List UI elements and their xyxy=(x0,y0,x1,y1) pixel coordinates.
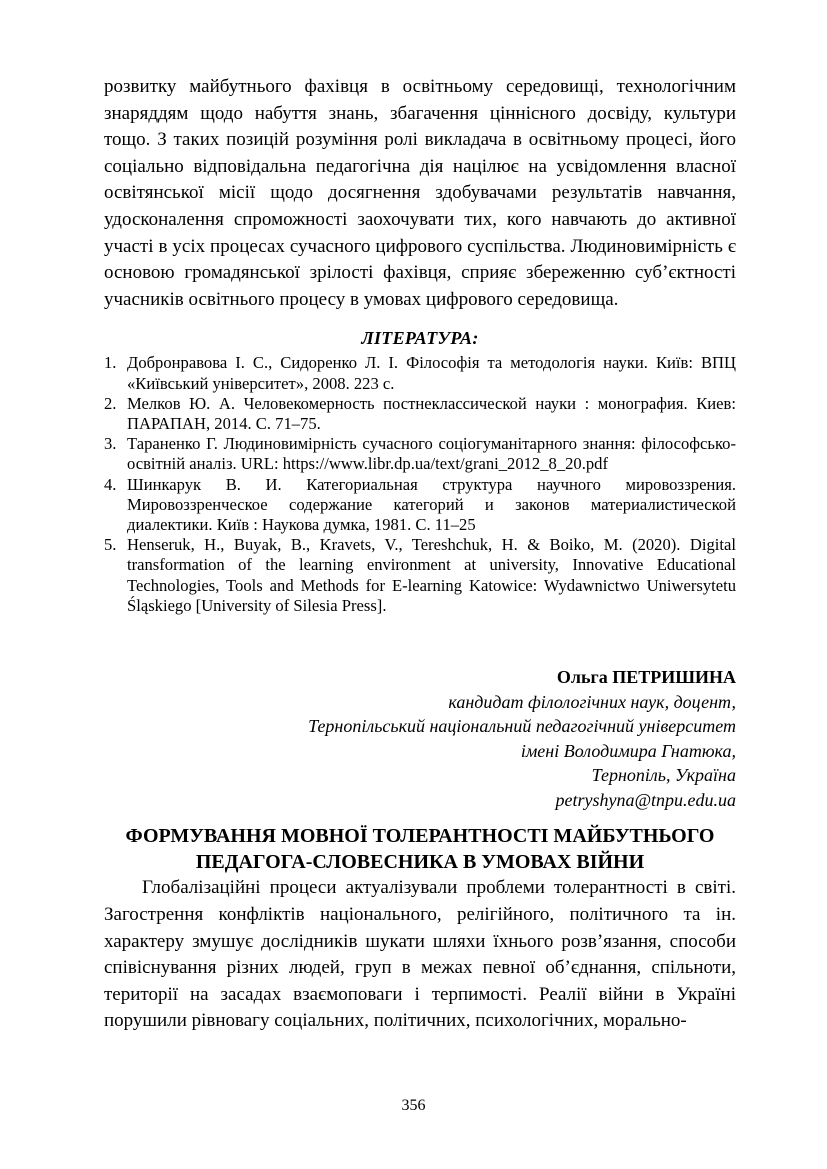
reference-item xyxy=(104,475,736,536)
article-title xyxy=(104,823,736,875)
reference-text: Мелков Ю. А. Человекомерность постнеклассической науки : монография. Киев: ПАРАПАН, 2014. С. 71–75. xyxy=(127,393,736,433)
reference-text: Добронравова І. С., Сидоренко Л. І. Філософія та методологія науки. Київ: ВПЦ «Київський університет», 2008. 223 с. xyxy=(127,353,736,393)
page-number: 356 xyxy=(401,1097,426,1114)
article-body: Глобалізаційні процеси актуалізували проблеми толерантності в світі. Загострення конфліктів національного, релігійного, політичного та ін. характеру змушує дослідників шукати шляхи їхнього розв’язання, способи співіснування різних людей, груп в межах певної об’єднання, спільноти, території на засадах взаємоповаги і терпимості. Реалії війни в Україні порушили рівновагу соціальних, політичних, психологічних, морально- xyxy=(104,877,736,1032)
reference-item xyxy=(104,535,736,616)
author-institution-name: імені Володимира Гнатюка, xyxy=(520,740,736,761)
reference-text: Henseruk, H., Buyak, B., Kravets, V., Tereshchuk, H. & Boiko, M. (2020). Digital transformation of the learning environment at university, Innovative Educational Technologies, Tools and Methods for E-learning Katowice: Wydawnictwo Uniwersytetu Śląskiego [University of Silesia Press]. xyxy=(127,535,736,615)
reference-number: 2. xyxy=(104,393,117,413)
author-degree: кандидат філологічних наук, доцент, xyxy=(448,691,736,712)
reference-number: 4. xyxy=(104,474,117,494)
author-institution: Тернопільський національний педагогічний університет xyxy=(308,716,736,737)
reference-item xyxy=(104,394,736,434)
reference-number: 1. xyxy=(104,353,117,373)
author-block xyxy=(104,664,736,813)
author-name: Ольга ПЕТРИШИНА xyxy=(556,666,736,687)
author-location: Тернопіль, Україна xyxy=(591,765,736,786)
article-title-line: ФОРМУВАННЯ МОВНОЇ ТОЛЕРАНТНОСТІ МАЙБУТНЬОГО xyxy=(125,825,715,848)
literature-title: ЛІТЕРАТУРА: xyxy=(361,328,479,349)
reference-text: Шинкарук В. И. Категориальная структура научного мировоззрения. Мировоззренческое содержание категорий и законов материалистической диалектики. Київ : Наукова думка, 1981. С. 11–25 xyxy=(127,474,736,534)
reference-list xyxy=(104,353,736,616)
page-content xyxy=(104,74,736,1035)
reference-number: 3. xyxy=(104,434,117,454)
article-title-line: ПЕДАГОГА-СЛОВЕСНИКА В УМОВАХ ВІЙНИ xyxy=(195,851,645,874)
reference-text: Тараненко Г. Людиновимірність сучасного соціогуманітарного знання: філософсько-освітній аналіз. URL: https://www.libr.dp.ua/text/grani_2012_8_20.pdf xyxy=(127,434,736,474)
author-email: petryshyna@tnpu.edu.ua xyxy=(555,789,736,810)
reference-number: 5. xyxy=(104,535,117,555)
reference-item xyxy=(104,353,736,393)
reference-item xyxy=(104,434,736,474)
intro-paragraph: розвитку майбутнього фахівця в освітньому середовищі, технологічним знаряддям щодо набуття знань, збагачення ціннісного досвіду, культури тощо. З таких позицій розуміння ролі викладача в освітньому процесі, його соціально відповідальна педагогічна дія націлює на усвідомлення власної освітянської місії щодо досягнення здобувачами результатів навчання, удосконалення спроможності заохочувати тих, кого навчають до активної участі в усіх процесах сучасного цифрового суспільства. Людиновимірність є основою громадянської зрілості фахівця, сприяє збереженню суб’єктності учасників освітнього процесу в умовах цифрового середовища. xyxy=(104,76,736,310)
